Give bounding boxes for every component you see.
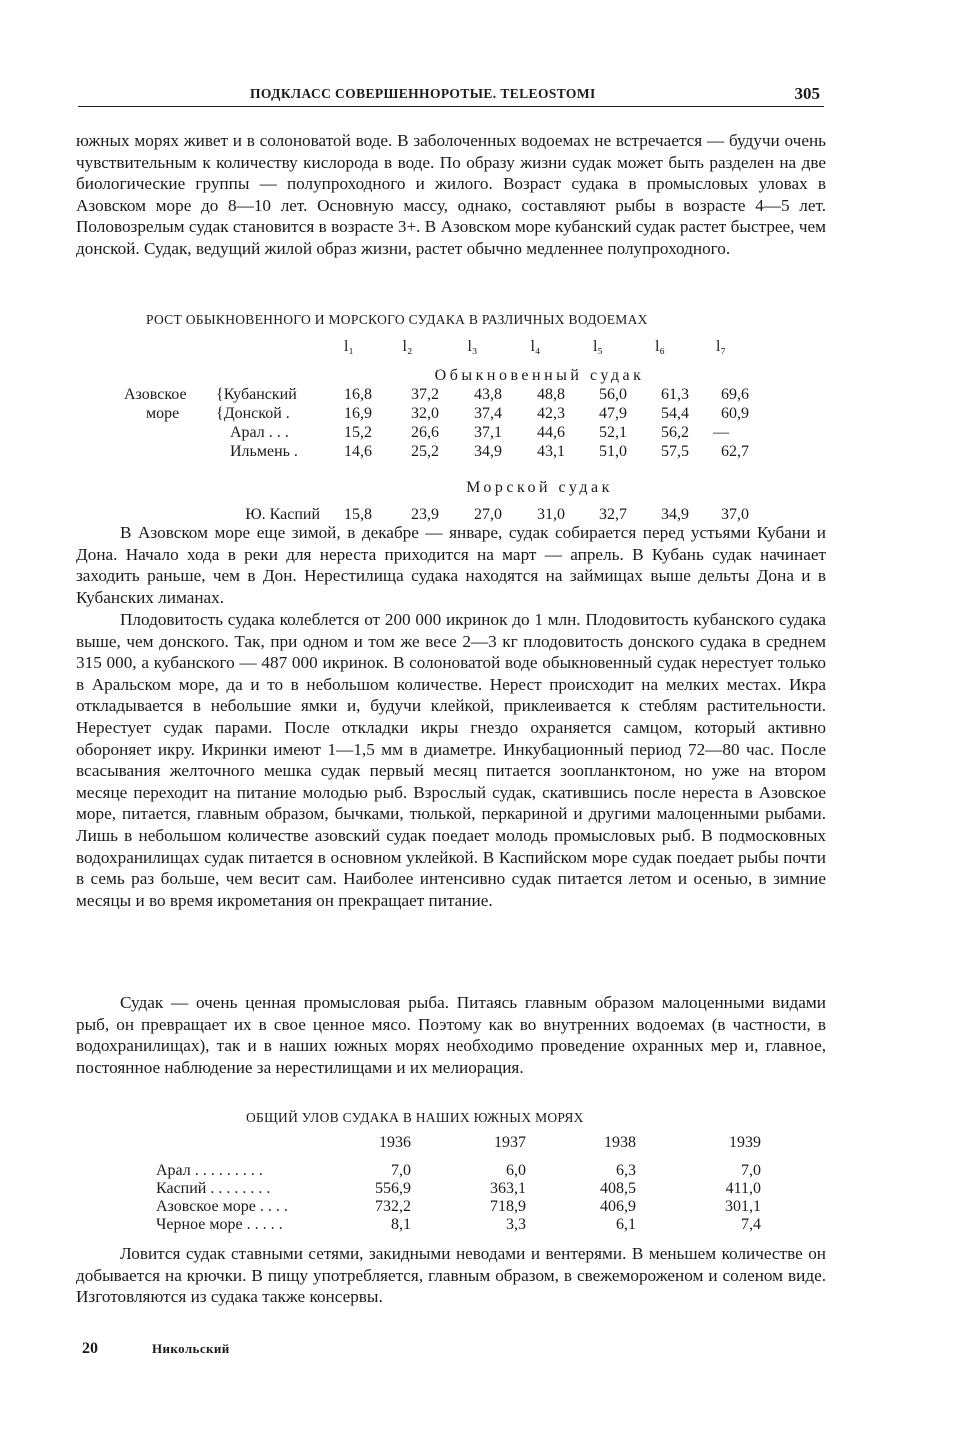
table-cell: 6,3 (616, 1162, 636, 1179)
table-cell: 37,4 (474, 405, 502, 422)
row-label: Каспий (156, 1180, 207, 1197)
row-label: Черное море (156, 1216, 243, 1233)
group-label: море (146, 405, 180, 422)
column-header: l₁ (343, 337, 355, 355)
table-cell: 15,8 (344, 505, 372, 523)
table-cell: — (713, 424, 729, 441)
paragraph-5 (76, 1243, 826, 1308)
leader-dots: . (293, 443, 298, 460)
table-cell: 52,1 (599, 424, 627, 441)
row-label: Арал (156, 1162, 191, 1179)
leader-dots: . (285, 405, 290, 422)
section-row (124, 359, 753, 385)
leader-dots: . . . . (259, 1198, 288, 1215)
leader-dots: . . . . . . . . (210, 1180, 271, 1197)
table-cell: 57,5 (661, 443, 689, 460)
table-cell: 301,1 (725, 1198, 761, 1215)
page-footer (82, 1340, 230, 1358)
header-rule (78, 106, 824, 107)
table-cell: 69,6 (721, 386, 749, 403)
paragraph-2-text: В Азовском море еще зимой, в декабре — январе, судак собирается перед устьями Кубани и Дона. Начало хода в реки для нереста приходится на март — апрель. В Кубань судак начинает заходить раньше, чем в Дон. Нерестилища судака находятся на займищах выше дельты Дона и в Кубанских лиманах. (76, 523, 826, 607)
table-cell: 25,2 (411, 443, 439, 460)
section-row (124, 461, 753, 497)
paragraph-1-text: южных морях живет и в солоноватой воде. В заболоченных водоемах не встречается — будучи очень чувствительным к количеству кислорода в воде. По образу жизни судак может быть разделен на две биологические группы — полупроходного и жилого. Возраст судака в промысловых уловах в Азовском море до 8—10 лет. Основную массу, однако, составляют рыбы в возрасте 4—5 лет. Половозрелым судак становится в возрасте 3+. В Азовском море кубанский судак растет быстрее, чем донской. Судак, ведущий жилой образ жизни, растет обычно медленнее полупроходного. (76, 131, 826, 258)
leader-dots: . . . (268, 424, 289, 441)
leader-dots: . . . . . . . . . (194, 1162, 263, 1179)
section-title-sea: Морской судак (466, 479, 613, 496)
table-cell: 37,0 (721, 505, 749, 523)
row-label: Кубанский (223, 386, 297, 403)
table-cell: 556,9 (375, 1180, 411, 1197)
table-cell: 7,0 (741, 1162, 761, 1179)
row-label: Донской (223, 405, 282, 422)
table-row (124, 404, 753, 423)
table-cell: 54,4 (661, 405, 689, 422)
table-cell: 732,2 (375, 1198, 411, 1215)
table-row (156, 1216, 761, 1234)
table-cell: 16,9 (344, 405, 372, 422)
table-2-caption: ОБЩИЙ УЛОВ СУДАКА В НАШИХ ЮЖНЫХ МОРЯХ (246, 1110, 584, 1125)
group-label: Азовское (124, 386, 187, 403)
table-cell: 406,9 (600, 1198, 636, 1215)
year-header: 1939 (729, 1134, 761, 1151)
table-cell: 7,0 (391, 1162, 411, 1179)
table-cell: 60,9 (721, 405, 749, 422)
paragraph-4-text: Судак — очень ценная промысловая рыба. Питаясь главным образом малоценными видами рыб, он превращает их в свое ценное мясо. Поэтому как во внутренних водоемах (в частности, в водохранилищах), так и в наших южных морях необходимо проведение охранных мер и, главное, постоянное наблюдение за нерестилищами и их мелиорация. (76, 993, 826, 1077)
table-cell: 16,8 (344, 386, 372, 403)
page-number: 305 (794, 84, 820, 103)
growth-table (124, 333, 753, 531)
row-label: Ильмень (230, 443, 290, 460)
table-cell: 408,5 (600, 1180, 636, 1197)
table-cell: 62,7 (721, 443, 749, 460)
table-cell: 34,9 (661, 505, 689, 523)
paragraph-4 (76, 992, 826, 1078)
year-header: 1937 (494, 1134, 526, 1151)
table-row (156, 1198, 761, 1216)
table-cell: 363,1 (490, 1180, 526, 1197)
leader-dots: . . . . . (246, 1216, 283, 1233)
column-header: l₆ (654, 337, 666, 355)
table-cell: 8,1 (391, 1216, 411, 1233)
table-cell: 26,6 (411, 424, 439, 441)
catch-table (156, 1130, 761, 1234)
section-title-common: Обыкновенный судак (434, 367, 645, 384)
table-cell: 43,1 (537, 443, 565, 460)
table-row (124, 442, 753, 461)
paragraph-5-text: Ловится судак ставными сетями, закидными неводами и вентерями. В меньшем количестве он добывается на крючки. В пищу употребляется, главным образом, в свежемороженом и соленом виде. Изготовляются из судака также консервы. (76, 1244, 826, 1307)
table-cell: 718,9 (490, 1198, 526, 1215)
table-cell: 32,0 (411, 405, 439, 422)
table-cell: 23,9 (411, 505, 439, 523)
table-cell: 14,6 (344, 443, 372, 460)
year-header: 1938 (604, 1134, 636, 1151)
table-row (124, 385, 753, 404)
growth-table-header (124, 333, 753, 359)
table-cell: 3,3 (506, 1216, 526, 1233)
column-header: l₄ (530, 337, 541, 355)
row-label: Азовское море (156, 1198, 256, 1215)
row-label: Ю. Каспий (245, 505, 320, 523)
row-label: Арал (230, 424, 265, 441)
table-cell: 47,9 (599, 405, 627, 422)
table-cell: 15,2 (344, 424, 372, 441)
year-header: 1936 (379, 1134, 411, 1151)
table-cell: 6,1 (616, 1216, 636, 1233)
signature-number: 20 (82, 1340, 98, 1357)
brace-top: { (216, 386, 224, 403)
table-cell: 44,6 (537, 424, 565, 441)
table-cell: 7,4 (741, 1216, 761, 1233)
table-cell: 32,7 (599, 505, 627, 523)
running-header (78, 84, 824, 108)
paragraph-1 (76, 130, 826, 260)
table-row (156, 1180, 761, 1198)
paragraph-2 (76, 522, 826, 608)
table-cell: 56,2 (661, 424, 689, 441)
table-cell: 27,0 (474, 505, 502, 523)
table-cell: 56,0 (599, 386, 627, 403)
table-row (156, 1162, 761, 1180)
table-1-caption: РОСТ ОБЫКНОВЕННОГО И МОРСКОГО СУДАКА В РАЗЛИЧНЫХ ВОДОЕМАХ (146, 312, 648, 327)
table-row (124, 423, 753, 442)
paragraph-3 (76, 609, 826, 911)
brace-bottom: { (216, 405, 224, 422)
table-cell: 42,3 (537, 405, 565, 422)
table-cell: 37,2 (411, 386, 439, 403)
running-title: ПОДКЛАСС СОВЕРШЕННОРОТЫЕ. TELEOSTOMI (250, 86, 596, 101)
table-cell: 37,1 (474, 424, 502, 441)
table-cell: 34,9 (474, 443, 502, 460)
column-header: l₇ (715, 337, 727, 355)
table-cell: 61,3 (661, 386, 689, 403)
table-cell: 48,8 (537, 386, 565, 403)
signature-author: Никольский (152, 1341, 230, 1356)
paragraph-3-text: Плодовитость судака колеблется от 200 000 икринок до 1 млн. Плодовитость кубанского судака выше, чем донского. Так, при одном и том же весе 2—3 кг плодовитость донского судака в среднем 315 000, а кубанского — 487 000 икринок. В солоноватой воде обыкновенный судак нерестует только в Аральском море, да и то в небольшом количестве. Нерест происходит на мелких местах. Икра откладывается в небольшие ямки и, будучи клейкой, приклеивается к стеблям растительности. Нерестует судак парами. После откладки икры гнездо охраняется самцом, который активно обороняет икру. Икринки имеют 1—1,5 мм в диаметре. Инкубационный период 72—80 час. После всасывания желточного мешка судак первый месяц питается зоопланктоном, но уже на втором месяце переходит на питание молодью рыб. Взрослый судак, скатившись после нереста в Азовское море, питается, главным образом, бычками, тюлькой, перкариной и другими малоценными рыбами. Лишь в небольшом количестве азовский судак поедает молодь промысловых рыб. В подмосковных водохранилищах судак питается в основном уклейкой. В Каспийском море судак поедает рыбы почти в семь раз больше, чем весит сам. Наиболее интенсивно судак питается летом и осенью, в зимние месяцы и во время икрометания он прекращает питание. (76, 610, 826, 910)
column-header: l₃ (467, 337, 478, 355)
table-cell: 51,0 (599, 443, 627, 460)
table-cell: 411,0 (725, 1180, 761, 1197)
table-cell: 6,0 (506, 1162, 526, 1179)
table-cell: 31,0 (537, 505, 565, 523)
catch-table-header (156, 1130, 761, 1156)
column-header: l₂ (402, 337, 413, 355)
column-header: l₅ (592, 337, 604, 355)
table-cell: 43,8 (474, 386, 502, 403)
